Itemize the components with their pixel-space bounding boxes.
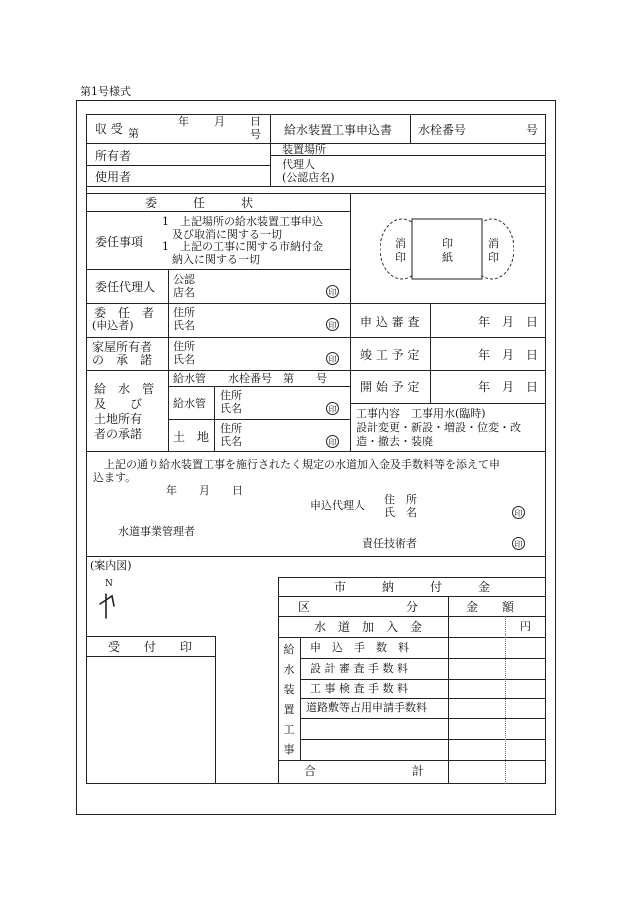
meter-no-label: 水栓番号 xyxy=(418,123,467,137)
homeowner-label-1: 家屋所有者 xyxy=(92,340,153,354)
side-char: 水 xyxy=(283,663,295,676)
name-label: 氏 名 xyxy=(384,506,417,519)
pipe-label-4: 者の承諾 xyxy=(94,427,143,441)
seal-mark: 印 xyxy=(512,537,525,550)
pipe-f1: 住所 xyxy=(220,389,242,402)
engineer-label: 責任技術者 xyxy=(362,537,417,550)
pipe-top-row: 給水管 水栓番号 第 号 xyxy=(173,372,327,385)
matter-2a: 1 上記の工事に関する市納付金 xyxy=(162,240,323,253)
receipt-label: 収 受 xyxy=(95,122,123,136)
day-label: 日 xyxy=(250,115,261,128)
agent-row-label: 委任代理人 xyxy=(95,280,156,294)
stamp-center-2: 紙 xyxy=(442,251,453,264)
keshi-left-1: 消 xyxy=(395,237,406,250)
delegator-label-1: 委 任 者 xyxy=(94,306,155,320)
land-f2: 氏名 xyxy=(220,435,242,448)
matter-2b: 納入に関する一切 xyxy=(172,253,260,266)
pipe-f2: 氏名 xyxy=(220,402,242,415)
side-label-column xyxy=(282,641,296,761)
work-content-1: 工事内容 工事用水(臨時) xyxy=(356,407,486,420)
delegator-label-2: (申込者) xyxy=(92,319,134,332)
delegator-f2: 氏名 xyxy=(173,319,195,332)
pipe-label-3: 土地所有 xyxy=(94,412,143,426)
matter-1b: 及び取消に関する一切 xyxy=(172,228,282,241)
agent-row-f2: 店名 xyxy=(173,286,195,299)
delegation-title: 委 任 状 xyxy=(145,196,254,210)
address-label: 住 所 xyxy=(384,493,417,506)
agent-row-f1: 公認 xyxy=(173,273,195,286)
form-number: 第1号様式 xyxy=(80,85,131,98)
fees-col-category: 区 分 xyxy=(298,600,419,614)
north-label: N xyxy=(105,579,113,589)
homeowner-label-2: の 承 諾 xyxy=(92,353,153,367)
work-content-2: 設計変更・新設・増設・位変・改 xyxy=(356,421,521,434)
form-title: 給水装置工事申込書 xyxy=(284,123,393,137)
receipt-stamp-box xyxy=(86,636,216,784)
go-label: 号 xyxy=(250,128,261,141)
pipe-label-1: 給 水 管 xyxy=(94,382,155,396)
pipe-label-2: 及 び xyxy=(94,397,143,411)
seal-mark: 印 xyxy=(326,318,339,331)
side-char: 事 xyxy=(283,743,295,756)
side-char: 工 xyxy=(283,723,295,736)
side-char: 給 xyxy=(283,643,295,656)
fees-col-amount: 金 額 xyxy=(466,600,515,614)
matter-label: 委任事項 xyxy=(95,235,144,249)
land-label: 土 地 xyxy=(173,430,210,444)
install-place-label: 装置場所 xyxy=(282,143,326,156)
agent-sub-label: (公認店名) xyxy=(282,171,335,184)
receipt-stamp-label: 受 付 印 xyxy=(108,640,193,654)
fee-item: 工 事 検 査 手 数 料 xyxy=(310,682,408,695)
owner-label: 所有者 xyxy=(95,149,132,163)
seal-mark: 印 xyxy=(326,435,339,448)
homeowner-f2: 氏名 xyxy=(173,353,195,366)
applicant-label: 申込代理人 xyxy=(310,499,365,512)
homeowner-f1: 住所 xyxy=(173,340,195,353)
membership-fee-label: 水 道 加 入 金 xyxy=(314,620,423,634)
seal-mark: 印 xyxy=(512,506,525,519)
matter-1a: 1 上記場所の給水装置工事申込 xyxy=(162,215,323,228)
fee-item: 設 計 審 査 手 数 料 xyxy=(310,662,408,675)
fee-item: 道路敷等占用申請手数料 xyxy=(306,701,427,714)
manager-label: 水道事業管理者 xyxy=(118,525,195,538)
seal-mark: 印 xyxy=(326,402,339,415)
seal-mark: 印 xyxy=(326,285,339,298)
side-char: 装 xyxy=(283,683,295,696)
stamp-center-1: 印 xyxy=(442,237,453,250)
side-char: 置 xyxy=(283,703,295,716)
completion-label: 竣 工 予 定 xyxy=(360,348,420,362)
fee-item: 申 込 手 数 料 xyxy=(310,641,409,654)
review-label: 申 込 審 査 xyxy=(360,315,420,329)
year-label: 年 xyxy=(178,115,189,128)
work-content-3: 造・撤去・装廃 xyxy=(356,435,433,448)
fees-title: 市 納 付 金 xyxy=(334,580,491,594)
yen-label: 円 xyxy=(520,620,531,633)
map-label: (案内図) xyxy=(90,559,132,572)
north-arrow-icon xyxy=(96,590,120,622)
declaration-date: 年 月 日 xyxy=(166,484,243,497)
keshi-left-2: 印 xyxy=(395,251,406,264)
user-label: 使用者 xyxy=(95,170,132,184)
delegator-f1: 住所 xyxy=(173,306,195,319)
completion-date: 年 月 日 xyxy=(478,348,539,362)
declaration-text-2: 込ます。 xyxy=(93,471,137,484)
agent-label: 代理人 xyxy=(282,158,315,171)
start-label: 開 始 予 定 xyxy=(360,380,420,394)
start-date: 年 月 日 xyxy=(478,380,539,394)
review-date: 年 月 日 xyxy=(478,315,539,329)
month-label: 月 xyxy=(214,115,225,128)
land-f1: 住所 xyxy=(220,422,242,435)
seal-mark: 印 xyxy=(326,352,339,365)
total-label: 合 計 xyxy=(304,764,425,778)
declaration-text-1: 上記の通り給水装置工事を施行されたく規定の水道加入金及手数料等を添えて申 xyxy=(104,458,500,471)
meter-go-label: 号 xyxy=(526,123,539,137)
receipt-no-label: 第 xyxy=(128,127,139,140)
pipe-label: 給水管 xyxy=(173,397,206,410)
keshi-right-2: 印 xyxy=(488,251,499,264)
keshi-right-1: 消 xyxy=(488,237,499,250)
